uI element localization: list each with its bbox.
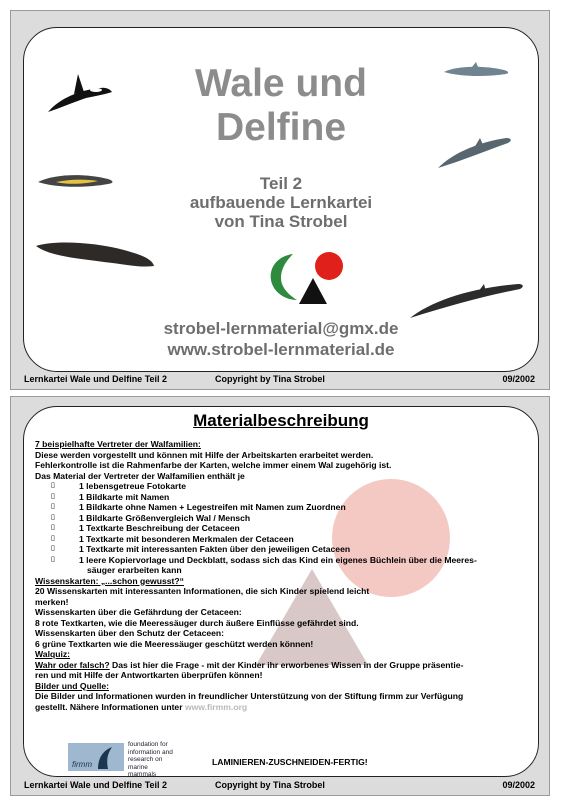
text-line: 8 rote Textkarten, wie die Meeressäuger durch äußere Einflüsse gefährdet sind. bbox=[35, 617, 359, 628]
text-line: Fehlerkontrolle ist die Rahmenfarbe der Karten, welche immer einem Wal zugehörig ist. bbox=[35, 460, 392, 470]
list-item-continuation: säuger erarbeiten kann bbox=[87, 565, 182, 575]
firmm-logo-image bbox=[68, 743, 124, 771]
firmm-caption-line: foundation for bbox=[128, 741, 168, 748]
text-line-part: gestellt. Nähere Informationen unter bbox=[35, 701, 185, 712]
list-item: ▯ 1 Textkarte mit interessanten Fakten über den jeweiligen Cetaceen bbox=[35, 544, 535, 555]
cover-title bbox=[24, 62, 538, 150]
text-line: ren und mit Hilfe der Antwortkarten überprüfen können! bbox=[35, 670, 263, 680]
firmm-logo-text: firmm bbox=[72, 760, 92, 769]
baleen-whale-illustration bbox=[408, 280, 528, 322]
whale-tail-icon bbox=[68, 743, 124, 771]
description-title: Materialbeschreibung bbox=[193, 411, 369, 430]
cover-email: strobel-lernmaterial@gmx.de bbox=[163, 319, 399, 338]
description-panel bbox=[10, 396, 550, 796]
cover-footer-date: 09/2002 bbox=[502, 374, 535, 384]
cover-panel bbox=[10, 10, 550, 390]
firmm-caption-line: mammals bbox=[128, 771, 157, 777]
description-footer bbox=[11, 779, 549, 793]
text-line: Wissenskarten über den Schutz der Cetaceen: bbox=[35, 628, 225, 638]
list-item: ▯ 1 lebensgetreue Fotokarte bbox=[35, 481, 535, 492]
text-line: 6 grüne Textkarten wie die Meeressäuger geschützt werden können! bbox=[35, 638, 314, 649]
firmm-caption-line: information and bbox=[128, 748, 173, 756]
text-line: Diese werden vorgestellt und können mit Hilfe der Arbeitskarten erarbeitet werden. bbox=[35, 449, 374, 460]
cover-contact bbox=[24, 318, 538, 360]
publisher-logo-icon bbox=[261, 248, 351, 310]
cover-website: www.strobel-lernmaterial.de bbox=[167, 340, 395, 359]
firmm-caption-line: research on bbox=[128, 756, 163, 763]
description-footer-date: 09/2002 bbox=[502, 780, 535, 790]
cover-subtitle-line3: von Tina Strobel bbox=[214, 212, 348, 231]
description-body bbox=[35, 439, 535, 712]
description-footer-copyright: Copyright by Tina Strobel bbox=[215, 780, 325, 790]
cover-title-line2: Delfine bbox=[215, 106, 347, 149]
cover-card bbox=[23, 27, 539, 372]
cover-footer bbox=[11, 373, 549, 387]
heading-wissenskarten: Wissenskarten: „...schon gewusst?“ bbox=[35, 575, 184, 586]
list-item: ▯ 1 Textkarte Beschreibung der Cetaceen bbox=[35, 523, 535, 534]
list-item: ▯ 1 Bildkarte ohne Namen + Legestreifen mit Namen zum Zuordnen bbox=[35, 502, 535, 513]
heading-vertreter: 7 beispielhafte Vertreter der Walfamilien: bbox=[35, 439, 201, 449]
firmm-caption-line: marine bbox=[128, 763, 148, 771]
firmm-caption bbox=[128, 741, 173, 777]
cover-subtitle-line1: Teil 2 bbox=[259, 174, 303, 193]
list-item: ▯ 1 Bildkarte mit Namen bbox=[35, 492, 535, 503]
heading-wahr-falsch: Wahr oder falsch? bbox=[35, 659, 110, 670]
list-item: ▯ 1 Textkarte mit besonderen Merkmalen der Cetaceen bbox=[35, 534, 535, 545]
text-line: Wissenskarten über die Gefährdung der Cetaceen: bbox=[35, 607, 242, 617]
sperm-whale-illustration bbox=[34, 236, 158, 276]
cover-subtitle-line2: aufbauende Lernkartei bbox=[189, 193, 373, 212]
text-line: Das Material der Vertreter der Walfamilien enthält je bbox=[35, 470, 245, 481]
cover-footer-left: Lernkartei Wale und Delfine Teil 2 bbox=[24, 374, 168, 384]
description-card bbox=[23, 406, 539, 777]
heading-walquiz: Walquiz: bbox=[35, 649, 71, 659]
cover-subtitle bbox=[24, 174, 538, 231]
text-line-part: Das ist hier die Frage - mit der Kinder ihr erworbenes Wissen in der Gruppe präsentie- bbox=[109, 659, 464, 670]
list-item: ▯ 1 leere Kopiervorlage und Deckblatt, sodass sich das Kind ein eigenes Büchlein über die Meeres- bbox=[35, 555, 535, 566]
heading-bilder-quelle: Bilder und Quelle: bbox=[35, 680, 110, 691]
slogan: LAMINIEREN-ZUSCHNEIDEN-FERTIG! bbox=[212, 757, 368, 767]
description-footer-left: Lernkartei Wale und Delfine Teil 2 bbox=[24, 780, 168, 790]
text-line: 20 Wissenskarten mit interessanten Informationen, die sich Kinder spielend leicht bbox=[35, 586, 370, 596]
firmm-link[interactable]: www.firmm.org bbox=[184, 701, 248, 712]
text-line bbox=[35, 702, 535, 713]
cover-title-line1: Wale und bbox=[195, 62, 367, 105]
text-line: merken! bbox=[35, 596, 69, 607]
list-item: ▯ 1 Bildkarte Größenvergleich Wal / Mensch bbox=[35, 513, 535, 524]
text-line: Die Bilder und Informationen wurden in freundlicher Unterstützung von der Stiftung firmm zur Verfügung bbox=[35, 691, 464, 701]
cover-footer-copyright: Copyright by Tina Strobel bbox=[215, 374, 325, 384]
text-line bbox=[35, 660, 535, 671]
